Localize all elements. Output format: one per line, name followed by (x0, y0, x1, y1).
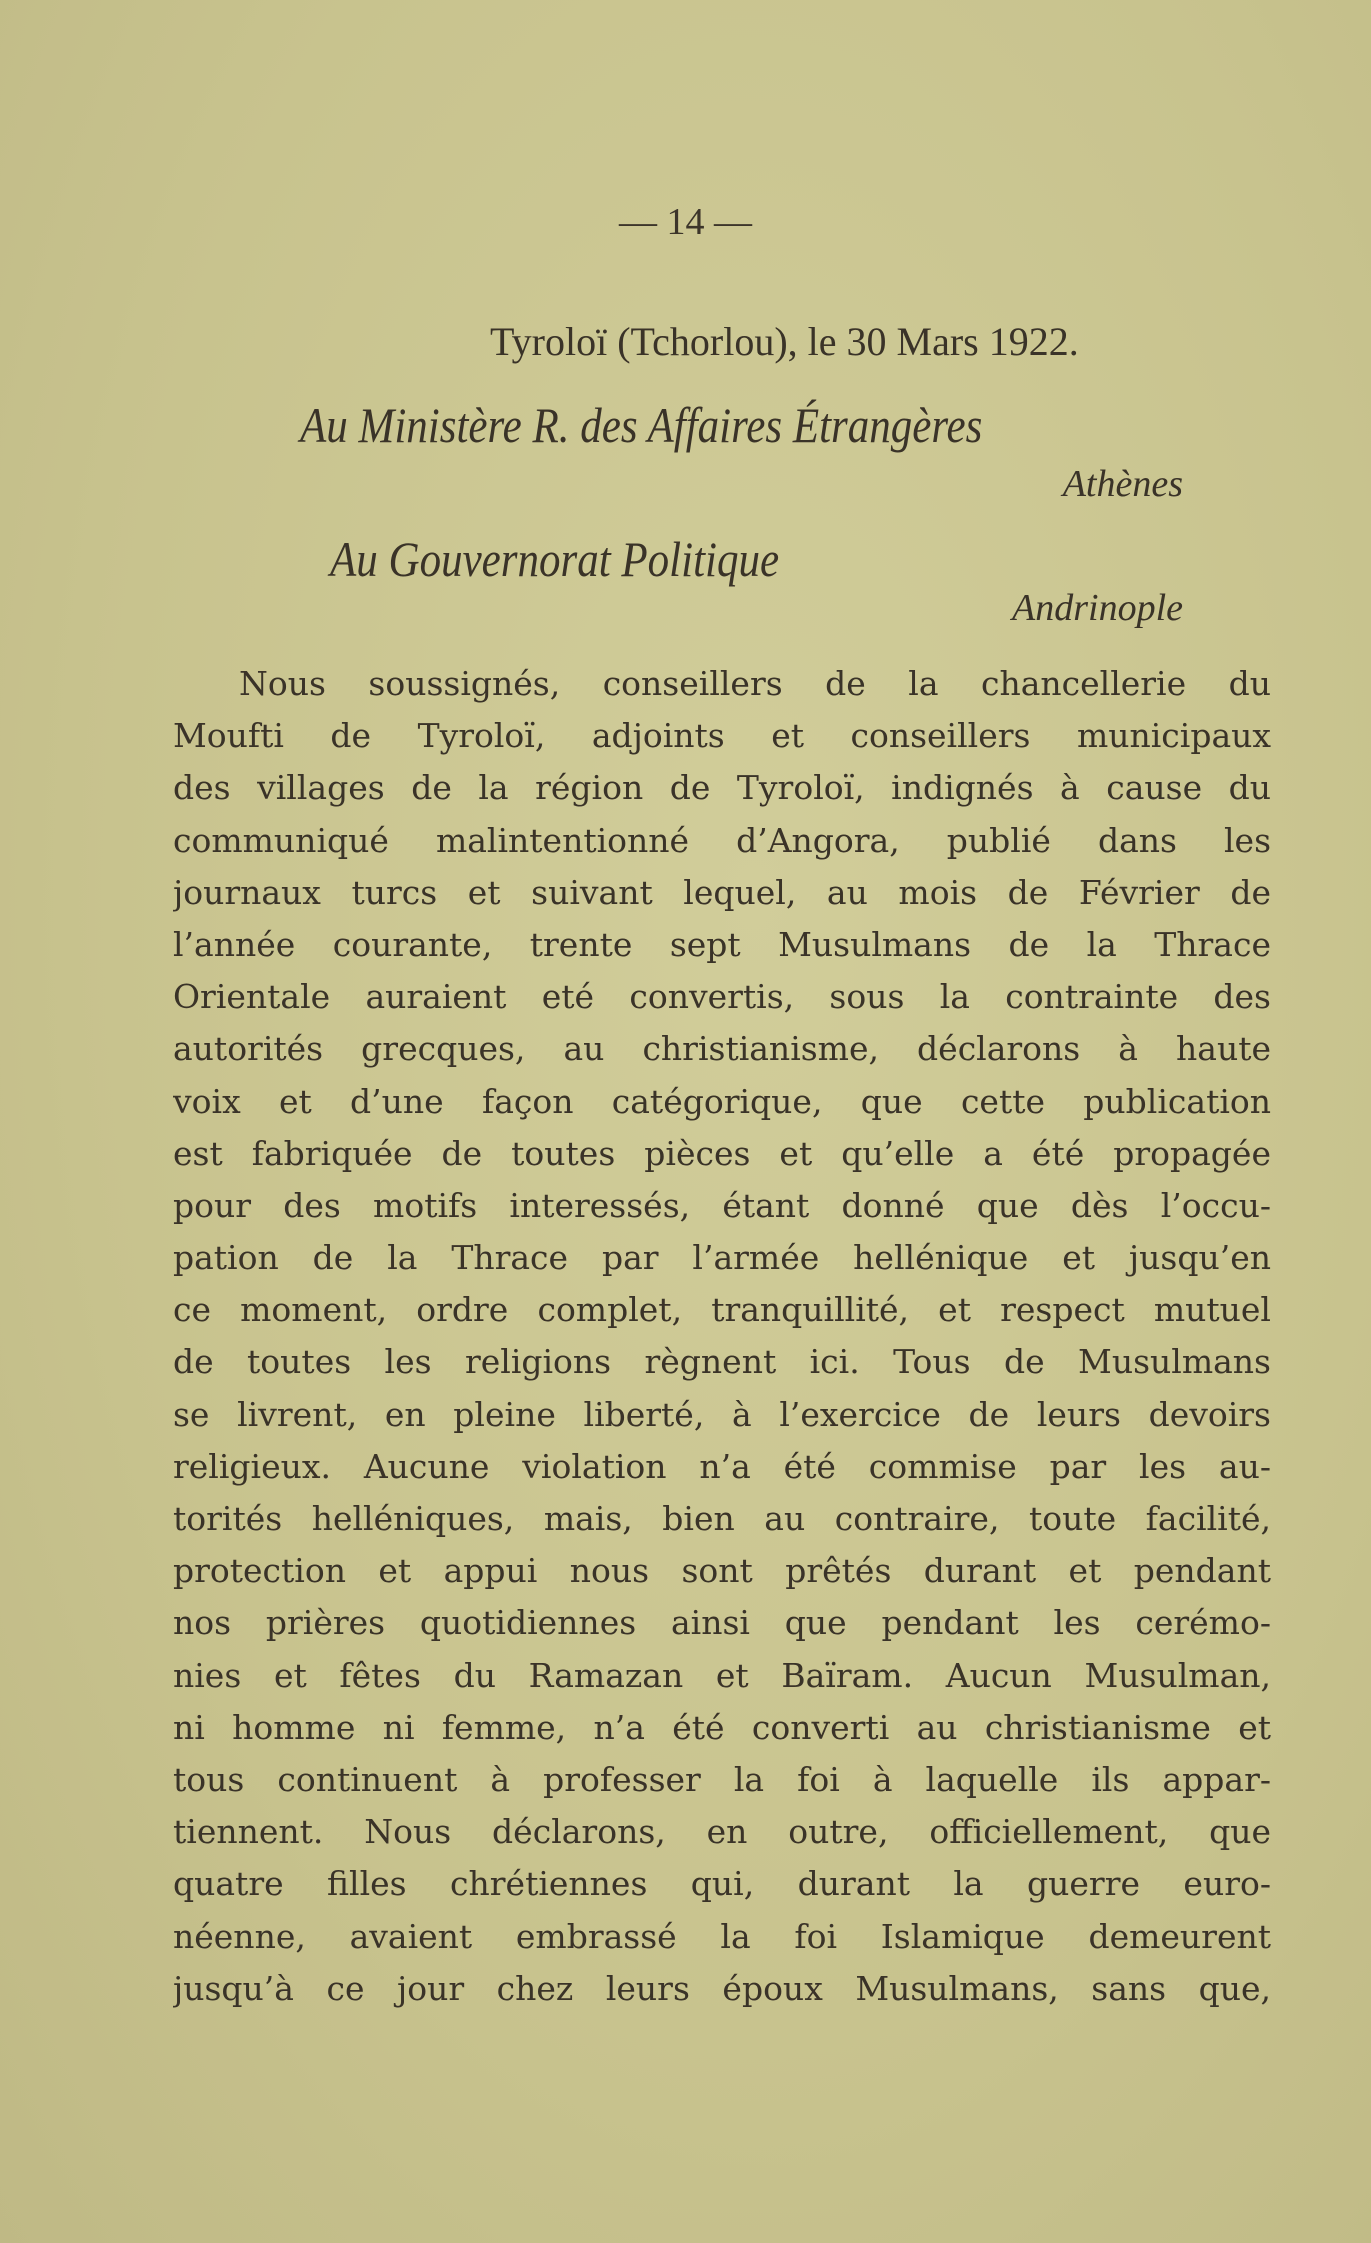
body-line: Orientale auraient eté convertis, sous la contrainte des (173, 977, 1271, 1017)
body-line: Nous soussignés, conseillers de la chancellerie du (239, 664, 1271, 703)
body-line: pation de la Thrace par l’armée hellénique et jusqu’en (173, 1238, 1271, 1278)
body-line: de toutes les religions règnent ici. Tous de Musulmans (173, 1342, 1271, 1382)
body-line: journaux turcs et suivant lequel, au mois de Février de (173, 872, 1271, 912)
body-line: des villages de la région de Tyroloï, indignés à cause du (173, 768, 1271, 808)
body-line: se livrent, en pleine liberté, à l’exercice de leurs devoirs (173, 1394, 1271, 1434)
body-line: ni homme ni femme, n’a été converti au christianisme et (173, 1707, 1271, 1747)
body-line: nos prières quotidiennes ainsi que pendant les cerémo- (173, 1603, 1271, 1643)
addressee-governorate: Au Gouvernorat Politique (330, 531, 780, 587)
addressee-governorate-city: Andrinople (1012, 587, 1183, 629)
body-line: autorités grecques, au christianisme, déclarons à haute (173, 1029, 1271, 1069)
body-line: protection et appui nous sont prêtés durant et pendant (173, 1551, 1271, 1591)
body-line: Moufti de Tyroloï, adjoints et conseillers municipaux (173, 716, 1271, 756)
letter-body (173, 658, 1271, 2015)
body-line: ce moment, ordre complet, tranquillité, et respect mutuel (173, 1290, 1271, 1330)
body-line: pour des motifs interessés, étant donné que dès l’occu- (173, 1185, 1271, 1225)
body-line: jusqu’à ce jour chez leurs époux Musulmans, sans que, (173, 1968, 1271, 2008)
body-line: est fabriquée de toutes pièces et qu’elle a été propagée (173, 1133, 1271, 1173)
body-line: quatre filles chrétiennes qui, durant la guerre euro- (173, 1864, 1271, 1904)
addressee-ministry: Au Ministère R. des Affaires Étrangères (300, 397, 983, 453)
body-line: néenne, avaient embrassé la foi Islamique demeurent (173, 1916, 1271, 1956)
page-number: — 14 — (619, 201, 752, 243)
body-line: torités helléniques, mais, bien au contraire, toute facilité, (173, 1499, 1271, 1538)
addressee-ministry-city: Athènes (1062, 463, 1183, 505)
body-line: tous continuent à professer la foi à laquelle ils appar- (173, 1759, 1271, 1799)
body-line: tiennent. Nous déclarons, en outre, officiellement, que (173, 1812, 1271, 1852)
dateline: Tyroloï (Tchorlou), le 30 Mars 1922. (490, 319, 1079, 364)
body-line: l’année courante, trente sept Musulmans de la Thrace (173, 924, 1271, 964)
body-line: religieux. Aucune violation n’a été commise par les au- (173, 1446, 1271, 1486)
body-line: voix et d’une façon catégorique, que cette publication (173, 1081, 1271, 1121)
body-line: nies et fêtes du Ramazan et Baïram. Aucun Musulman, (173, 1655, 1271, 1695)
body-line: communiqué malintentionné d’Angora, publié dans les (173, 820, 1271, 860)
